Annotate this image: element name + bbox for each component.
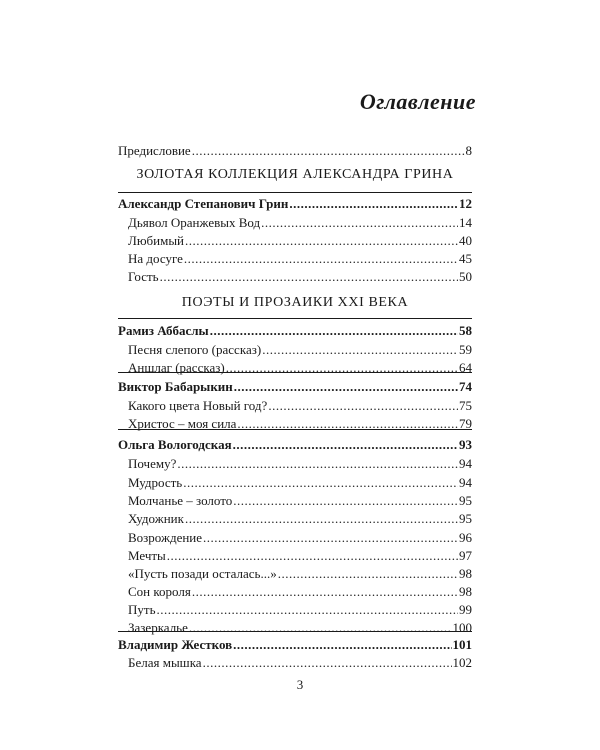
dot-leader — [183, 474, 458, 492]
dot-leader — [289, 195, 458, 213]
toc-entry-title: Мечты — [128, 548, 166, 563]
toc-author-title: Александр Степанович Грин — [118, 196, 289, 211]
dot-leader — [185, 510, 458, 528]
toc-author[interactable] — [118, 436, 472, 454]
dot-leader — [203, 529, 458, 547]
toc-entry-page: 98 — [459, 566, 472, 581]
toc-entry[interactable] — [128, 268, 472, 286]
toc-entry-page: 98 — [459, 584, 472, 599]
toc-entry-title: На досуге — [128, 251, 183, 266]
toc-entry-title: Аншлаг (рассказ) — [128, 360, 225, 375]
toc-entry-title: Путь — [128, 602, 156, 617]
toc-entry-preface-page: 8 — [465, 143, 472, 158]
toc-entry-title: Мудрость — [128, 475, 183, 490]
toc-entry[interactable] — [128, 492, 472, 510]
toc-entry[interactable] — [128, 397, 472, 415]
toc-author-page: 101 — [452, 637, 472, 652]
toc-author-title: Рамиз Аббаслы — [118, 323, 209, 338]
toc-author-title: Владимир Жестков — [118, 637, 233, 652]
toc-entry-title: Какого цвета Новый год? — [128, 398, 268, 413]
toc-author-page: 93 — [459, 437, 472, 452]
toc-entry-title: Молчанье – золото — [128, 493, 233, 508]
toc-entry[interactable] — [128, 619, 472, 637]
toc-entry-page: 102 — [452, 655, 472, 670]
divider-rule — [118, 429, 472, 430]
toc-entry-page: 50 — [459, 269, 472, 284]
toc-entry-title: Гость — [128, 269, 159, 284]
toc-author[interactable] — [118, 322, 472, 340]
toc-author-title: Ольга Вологодская — [118, 437, 232, 452]
toc-entry[interactable] — [128, 214, 472, 232]
toc-author-page: 58 — [459, 323, 472, 338]
toc-entry[interactable] — [128, 415, 472, 433]
toc-entry-page: 94 — [459, 475, 472, 490]
dot-leader — [262, 341, 458, 359]
toc-entry[interactable] — [128, 232, 472, 250]
toc-entry[interactable] — [128, 341, 472, 359]
toc-entry[interactable] — [128, 547, 472, 565]
toc-entry-page: 100 — [452, 620, 472, 635]
dot-leader — [160, 268, 458, 286]
toc-entry-page: 14 — [459, 215, 472, 230]
toc-entry[interactable] — [128, 529, 472, 547]
toc-entry-page: 94 — [459, 456, 472, 471]
toc-author[interactable] — [118, 378, 472, 396]
toc-entry-page: 40 — [459, 233, 472, 248]
toc-entry-page: 96 — [459, 530, 472, 545]
toc-entry-preface[interactable] — [118, 142, 472, 160]
dot-leader — [233, 436, 458, 454]
section-heading: ЗОЛОТАЯ КОЛЛЕКЦИЯ АЛЕКСАНДРА ГРИНА — [136, 167, 454, 182]
toc-entry-title: Любимый — [128, 233, 185, 248]
toc-author[interactable] — [118, 195, 472, 213]
section-heading: ПОЭТЫ И ПРОЗАИКИ XXI ВЕКА — [181, 295, 409, 310]
dot-leader — [278, 565, 458, 583]
dot-leader — [185, 232, 458, 250]
dot-leader — [184, 250, 458, 268]
toc-entry-title: Возрождение — [128, 530, 203, 545]
toc-entry[interactable] — [128, 583, 472, 601]
toc-entry[interactable] — [128, 654, 472, 672]
dot-leader — [233, 492, 458, 510]
toc-entry-title: Христос – моя сила — [128, 416, 237, 431]
dot-leader — [234, 378, 458, 396]
toc-entry-page: 95 — [459, 511, 472, 526]
dot-leader — [192, 142, 465, 160]
toc-author-title: Виктор Бабарыкин — [118, 379, 233, 394]
toc-entry-page: 75 — [459, 398, 472, 413]
toc-entry-page: 79 — [459, 416, 472, 431]
dot-leader — [210, 322, 458, 340]
divider-rule — [118, 318, 472, 319]
toc-entry[interactable] — [128, 510, 472, 528]
toc-entry[interactable] — [128, 250, 472, 268]
divider-rule — [118, 372, 472, 373]
dot-leader — [167, 547, 458, 565]
divider-rule — [118, 192, 472, 193]
dot-leader — [226, 359, 458, 377]
dot-leader — [261, 214, 458, 232]
dot-leader — [203, 654, 452, 672]
dot-leader — [189, 619, 452, 637]
dot-leader — [233, 636, 451, 654]
page-number: 3 — [296, 677, 304, 692]
toc-entry-title: «Пусть позади осталась...» — [128, 566, 277, 581]
toc-author-page: 74 — [459, 379, 472, 394]
toc-entry[interactable] — [128, 474, 472, 492]
toc-entry-title: Зазеркалье — [128, 620, 188, 635]
toc-entry-page: 95 — [459, 493, 472, 508]
toc-entry-page: 97 — [459, 548, 472, 563]
toc-entry-page: 59 — [459, 342, 472, 357]
toc-entry[interactable] — [128, 601, 472, 619]
toc-entry-preface-title: Предисловие — [118, 143, 191, 158]
dot-leader — [268, 397, 458, 415]
toc-entry-page: 64 — [459, 360, 472, 375]
toc-entry-title: Почему? — [128, 456, 177, 471]
dot-leader — [237, 415, 458, 433]
toc-entry-title: Дьявол Оранжевых Вод — [128, 215, 261, 230]
toc-entry-title: Белая мышка — [128, 655, 202, 670]
toc-entry-title: Художник — [128, 511, 184, 526]
toc-entry[interactable] — [128, 359, 472, 377]
toc-entry-title: Сон короля — [128, 584, 191, 599]
dot-leader — [177, 455, 458, 473]
divider-rule — [118, 631, 472, 632]
toc-author[interactable] — [118, 636, 472, 654]
toc-entry[interactable] — [128, 455, 472, 473]
toc-entry-page: 45 — [459, 251, 472, 266]
toc-entry[interactable] — [128, 565, 472, 583]
dot-leader — [157, 601, 459, 619]
page-title: Оглавление — [359, 89, 476, 114]
toc-author-page: 12 — [459, 196, 472, 211]
toc-entry-title: Песня слепого (рассказ) — [128, 342, 262, 357]
dot-leader — [192, 583, 458, 601]
toc-entry-page: 99 — [459, 602, 472, 617]
